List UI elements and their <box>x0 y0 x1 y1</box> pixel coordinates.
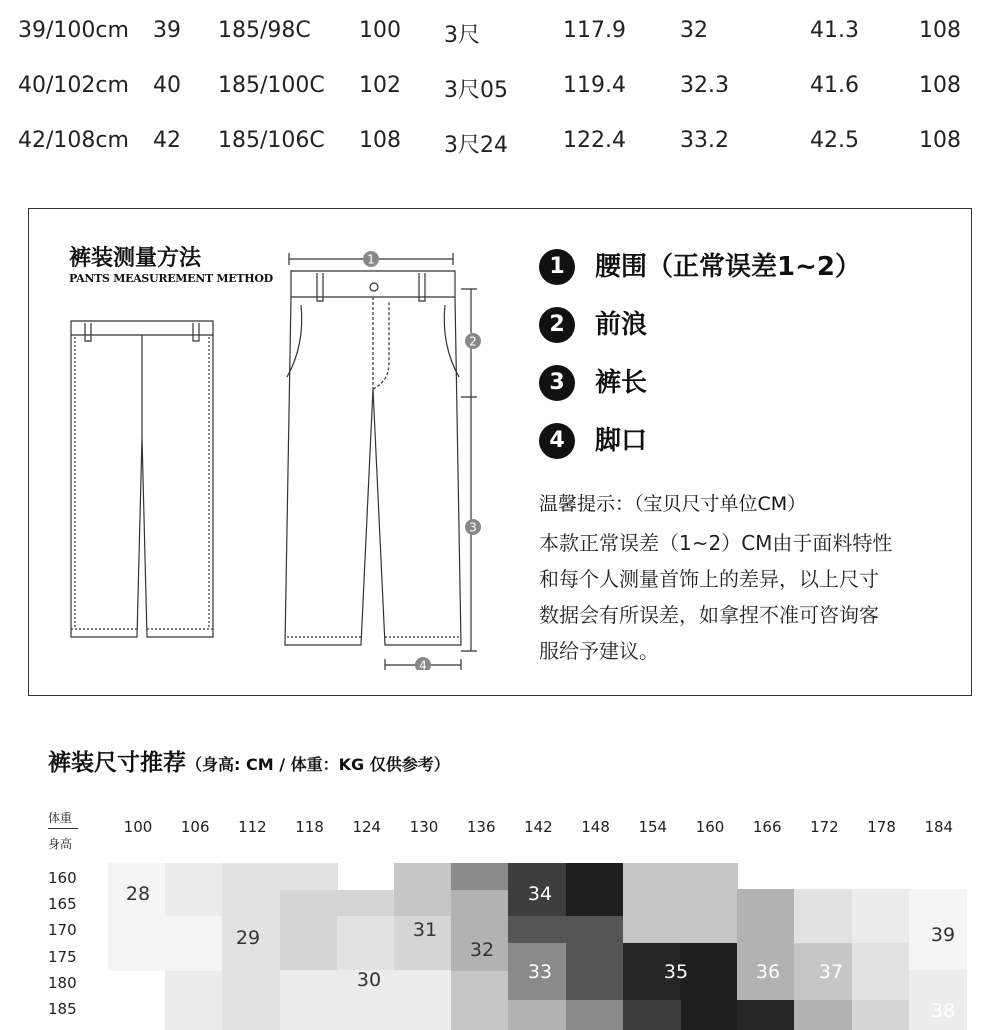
weight-column-header: 148 <box>581 818 610 836</box>
weight-column-header: 100 <box>123 818 153 836</box>
grid-cell <box>566 863 624 916</box>
weight-column-header: 124 <box>352 818 382 836</box>
grid-cell <box>222 863 337 890</box>
grid-cell <box>165 863 223 916</box>
grid-cell <box>451 863 509 890</box>
marker-3: 3 <box>469 520 477 535</box>
size-table-cell: 108 <box>919 128 961 153</box>
weight-column-header: 154 <box>638 818 668 836</box>
grid-cell <box>680 943 738 1030</box>
grid-cell <box>280 970 338 1030</box>
size-table-cell: 41.6 <box>810 73 859 98</box>
grid-cell <box>623 1000 681 1030</box>
size-recommendation-label: 33 <box>527 961 553 983</box>
legend-label: 腰围（正常误差1~2） <box>595 252 861 282</box>
size-recommendation-label: 30 <box>356 969 382 991</box>
size-table-cell: 32 <box>680 18 708 43</box>
size-table-cell: 42.5 <box>810 128 859 153</box>
height-row-header: 180 <box>48 974 77 992</box>
size-table-cell: 40 <box>153 73 181 98</box>
corner-divider <box>48 828 78 829</box>
size-table-row <box>0 128 1000 158</box>
tips-line: 和每个人测量首饰上的差异，以上尺寸 <box>539 567 879 591</box>
size-table-cell: 3尺 <box>444 23 480 48</box>
grid-cell <box>165 916 223 971</box>
size-table-cell: 39 <box>153 18 181 43</box>
legend-number-badge: 1 <box>539 249 575 285</box>
grid-cell <box>394 863 452 916</box>
size-recommendation-label: 32 <box>469 939 495 961</box>
size-recommendation-label: 35 <box>663 961 689 983</box>
legend-number-badge: 2 <box>539 307 575 343</box>
grid-cell <box>680 889 738 943</box>
size-recommendation-label: 31 <box>412 919 438 941</box>
size-recommendation-label: 28 <box>125 883 151 905</box>
size-recommendation-label: 36 <box>755 961 781 983</box>
marker-1: 1 <box>367 252 375 267</box>
weight-column-header: 160 <box>695 818 725 836</box>
marker-2: 2 <box>469 334 477 349</box>
size-table-cell: 108 <box>919 18 961 43</box>
size-table-cell: 42 <box>153 128 181 153</box>
weight-column-header: 112 <box>238 818 267 836</box>
grid-cell <box>566 1000 624 1030</box>
grid-cell <box>222 890 280 1030</box>
size-table-cell: 108 <box>359 128 401 153</box>
tips-line: 本款正常误差（1~2）CM由于面料特性 <box>539 531 893 555</box>
size-table-row <box>0 18 1000 48</box>
weight-column-header: 172 <box>810 818 839 836</box>
legend-label: 前浪 <box>595 310 648 340</box>
size-table-row <box>0 73 1000 103</box>
tips-line: 数据会有所误差，如拿捏不准可咨询客 <box>539 603 879 627</box>
recommend-note: （身高: CM / 体重：KG 仅供参考） <box>186 755 450 774</box>
recommend-title-text: 裤装尺寸推荐 <box>48 750 186 776</box>
height-row-header: 175 <box>48 948 77 966</box>
weight-column-header: 142 <box>524 818 553 836</box>
weight-column-header: 178 <box>867 818 896 836</box>
grid-cell <box>508 1000 566 1030</box>
grid-cell <box>737 1000 795 1030</box>
size-recommendation-label: 39 <box>930 924 956 946</box>
legend-label: 脚口 <box>595 426 648 456</box>
grid-cell <box>337 916 395 970</box>
weight-column-header: 106 <box>180 818 210 836</box>
legend-number-badge: 4 <box>539 423 575 459</box>
size-table-cell: 40/102cm <box>18 73 129 98</box>
weight-column-header: 166 <box>752 818 782 836</box>
height-row-header: 170 <box>48 921 77 939</box>
grid-cell <box>852 1000 910 1030</box>
size-table-cell: 119.4 <box>563 73 626 98</box>
marker-4: 4 <box>419 658 427 670</box>
size-table-cell: 122.4 <box>563 128 626 153</box>
weight-column-header: 130 <box>409 818 439 836</box>
size-table-cell: 41.3 <box>810 18 859 43</box>
size-table-cell: 185/98C <box>218 18 311 43</box>
legend-label: 裤长 <box>595 368 648 398</box>
size-table-cell: 108 <box>919 73 961 98</box>
height-axis-label: 身高 <box>48 837 73 851</box>
grid-cell <box>165 971 223 1030</box>
size-recommendation-label: 37 <box>818 961 844 983</box>
grid-cell <box>451 971 509 1030</box>
size-table-cell: 117.9 <box>563 18 626 43</box>
size-recommendation-label: 34 <box>527 883 553 905</box>
measure-title: 裤装测量方法 <box>69 246 202 271</box>
grid-cell <box>852 943 910 1000</box>
grid-cell <box>508 916 566 943</box>
size-table-cell: 100 <box>359 18 401 43</box>
size-recommendation-label: 38 <box>930 1000 956 1022</box>
weight-column-header: 184 <box>924 818 954 836</box>
grid-cell <box>337 890 395 916</box>
grid-cell <box>280 890 338 970</box>
pants-front-view-diagram <box>281 245 481 670</box>
pants-back-view-diagram <box>67 317 217 649</box>
tips-title: 温馨提示：（宝贝尺寸单位CM） <box>539 493 807 515</box>
recommend-title <box>48 744 450 777</box>
grid-cell <box>852 889 910 943</box>
grid-cell <box>108 863 166 971</box>
grid-cell <box>623 863 738 889</box>
weight-column-header: 136 <box>466 818 496 836</box>
grid-cell <box>737 889 795 943</box>
measurement-panel <box>28 208 972 696</box>
size-table-cell: 185/106C <box>218 128 325 153</box>
grid-cell <box>623 889 681 943</box>
legend-number-badge: 3 <box>539 365 575 401</box>
grid-cell <box>794 889 852 943</box>
size-table-cell: 102 <box>359 73 401 98</box>
height-row-header: 160 <box>48 869 77 887</box>
size-table-cell: 33.2 <box>680 128 729 153</box>
diagram-markers <box>363 251 481 670</box>
tips-line: 服给予建议。 <box>539 639 659 663</box>
size-table-cell: 39/100cm <box>18 18 129 43</box>
height-row-header: 185 <box>48 1000 77 1018</box>
size-table-cell: 42/108cm <box>18 128 129 153</box>
grid-cell <box>794 1000 852 1030</box>
size-table-cell: 3尺24 <box>444 133 508 158</box>
size-table-cell: 3尺05 <box>444 78 508 103</box>
size-table-cell: 32.3 <box>680 73 729 98</box>
size-recommendation-label: 29 <box>235 927 261 949</box>
size-table-cell: 185/100C <box>218 73 325 98</box>
measure-subtitle: PANTS MEASUREMENT METHOD <box>69 272 273 285</box>
weight-column-header: 118 <box>295 818 324 836</box>
height-row-header: 165 <box>48 895 77 913</box>
weight-axis-label: 体重 <box>48 811 73 825</box>
